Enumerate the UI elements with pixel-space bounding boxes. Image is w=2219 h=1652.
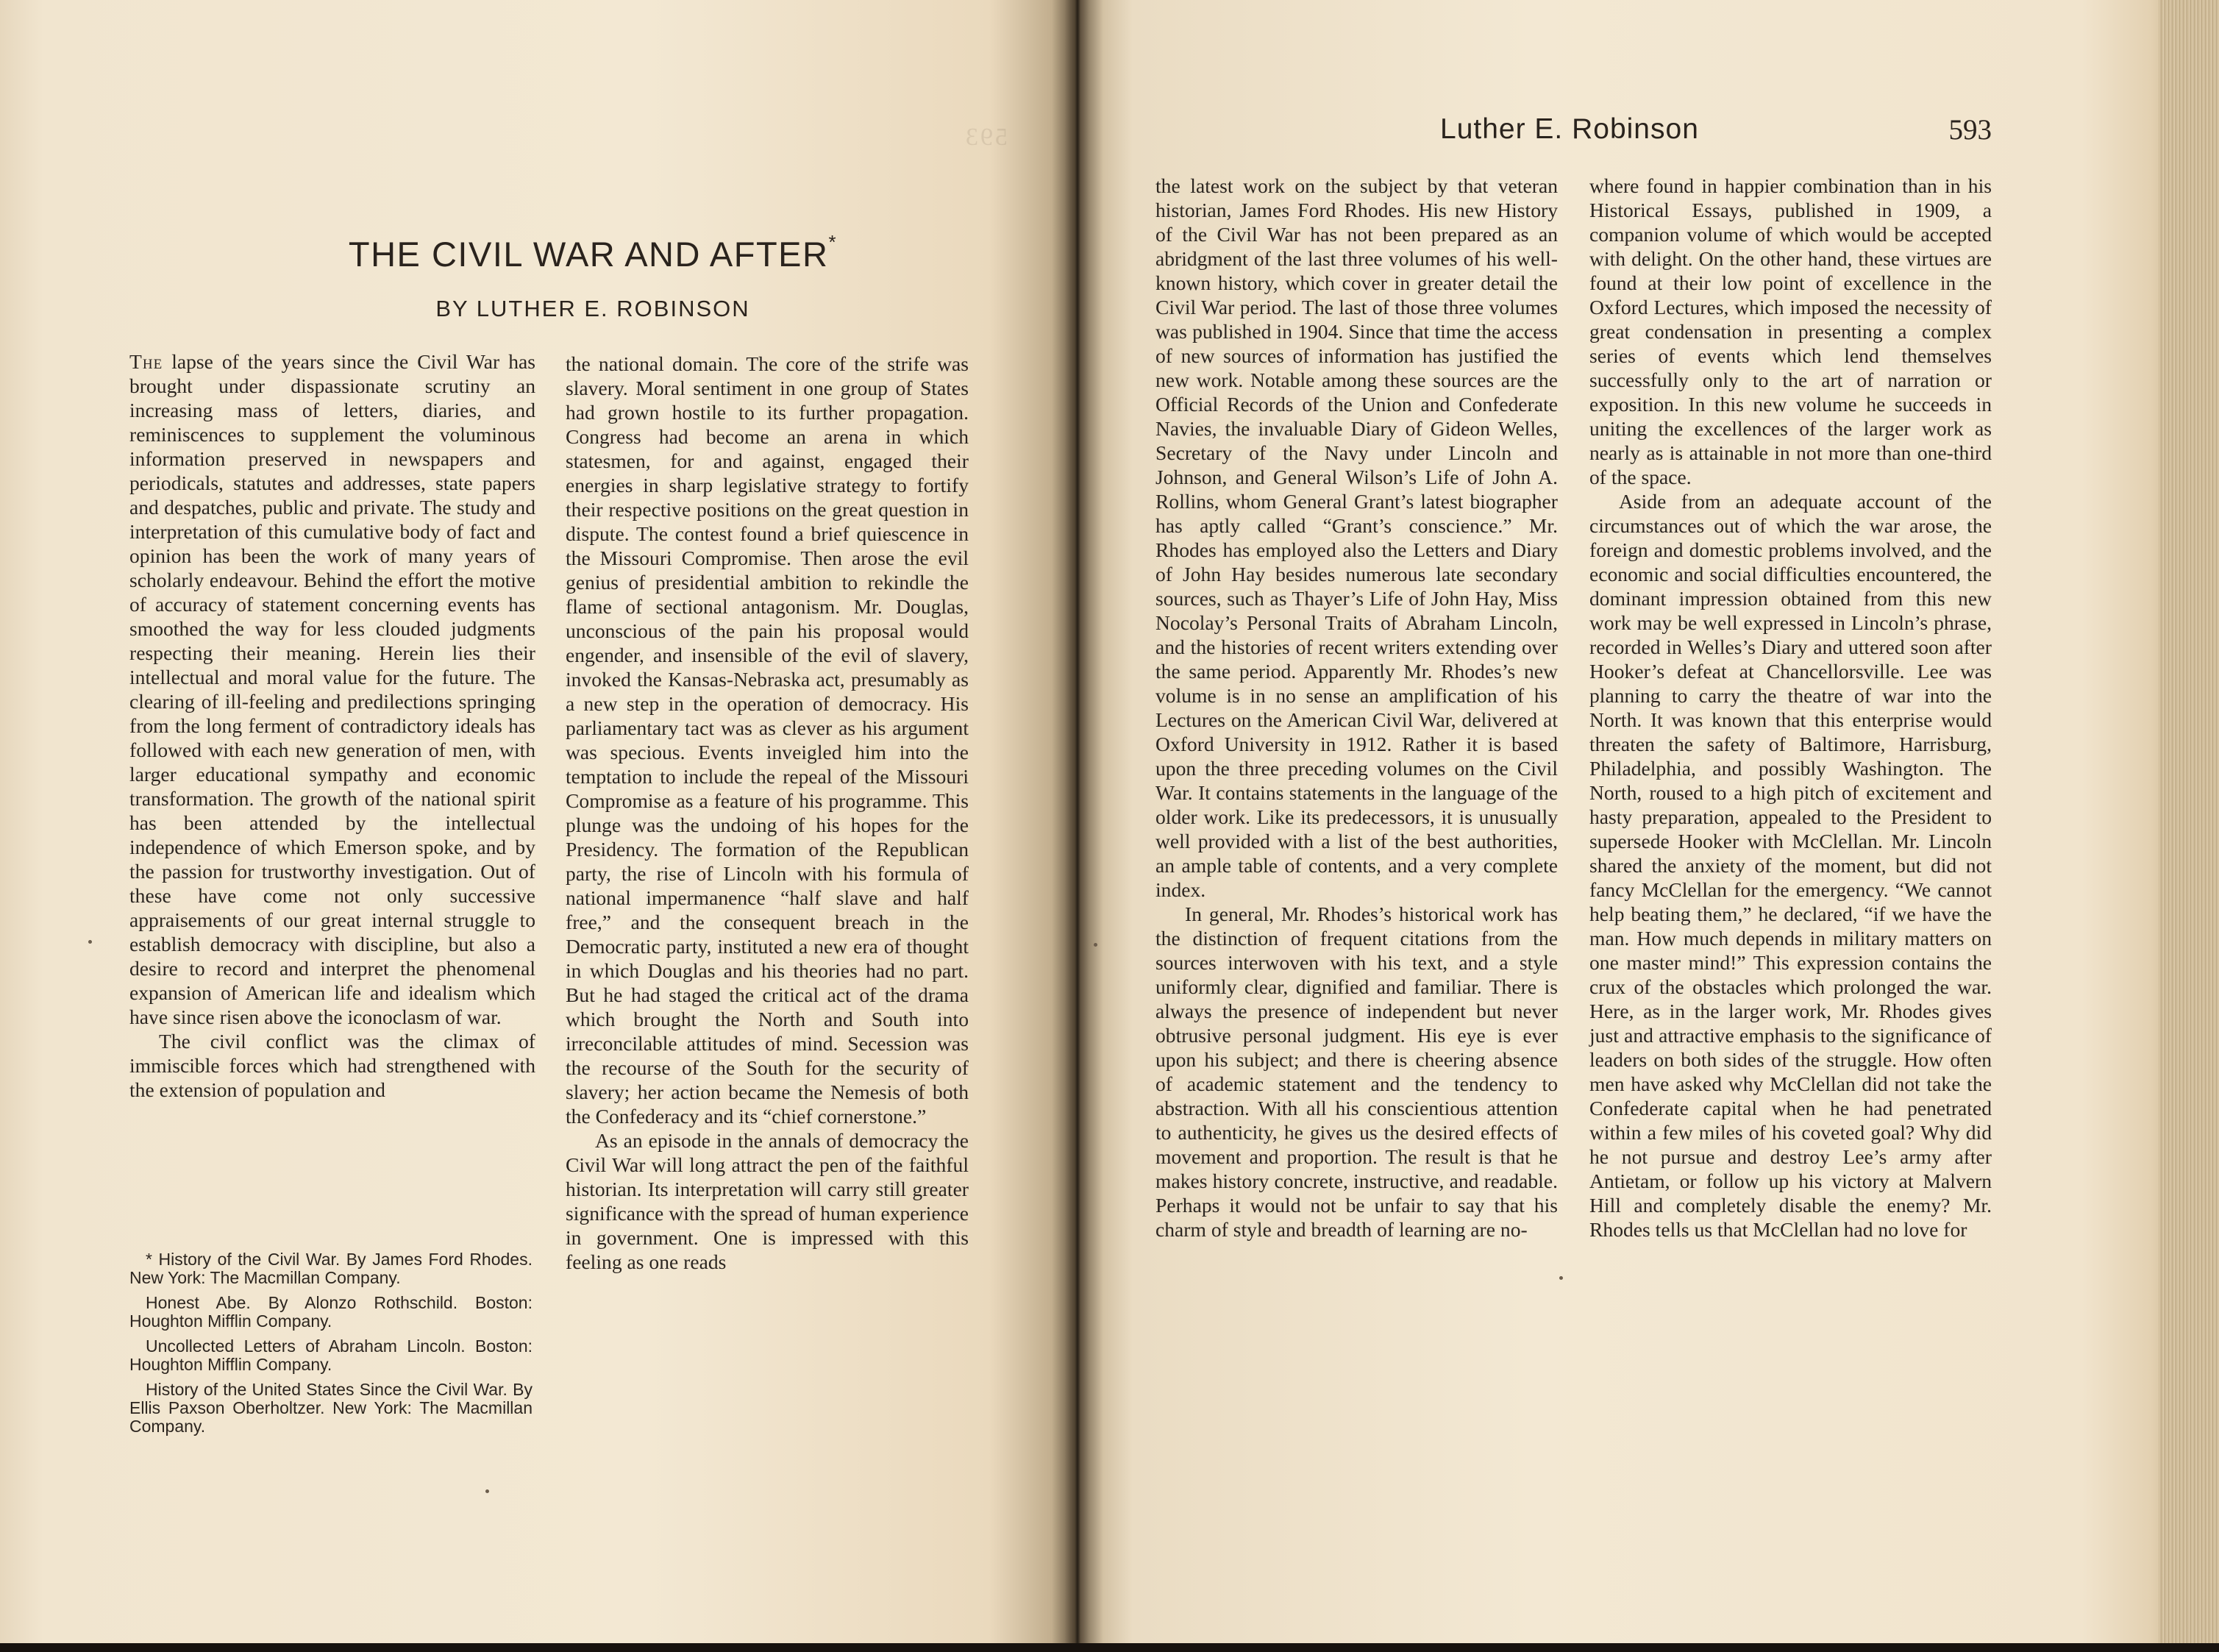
paragraph: the latest work on the subject by that veteran historian, James Ford Rhodes. His new History of the Civil War has not been prepared as an abridgment of the last three volumes of his well-known history, which cover in greater detail the Civil War period. The last of those three volumes was published in 1904. Since that time the access of new sources of information has justified the new work. Notable among these sources are the Official Records of the Union and Confederate Navies, the invaluable Diary of Gideon Welles, Secretary of the Navy under Lincoln and Johnson, and General Wilson’s Life of John A. Rollins, whom General Grant’s latest biographer has aptly called “Grant’s conscience.” Mr. Rhodes has employed also the Letters and Diary of John Hay besides numerous late secondary sources, such as Thayer’s Life of John Hay, Miss Nocolay’s Personal Traits of Abraham Lincoln, and the histories of recent writers extending over the same period. Apparently Mr. Rhodes’s new volume is in no sense an amplification of his Lectures on the American Civil War, delivered at Oxford University in 1912. Rather it is based upon the three preceding volumes on the Civil War. It contains statements in the language of the older work. Like its predecessors, it is unusually well provided with a list of the best authorities, an ample table of contents, and a very complete index. [1155, 174, 1558, 901]
paragraph: As an episode in the annals of democracy the Civil War will long attract the pen of the faithful historian. Its interpretation will carry still greater significance with the spread of human experience in government. One is impressed with this feeling as one reads [566, 1129, 969, 1273]
paper-speck [485, 1489, 489, 1493]
scan-border-bottom [0, 1643, 2219, 1652]
article-title: THE CIVIL WAR AND AFTER* [348, 231, 838, 274]
left-page [0, 0, 1075, 1652]
right-column-2 [1589, 174, 1992, 1242]
footnote: Uncollected Letters of Abraham Lincoln. Boston: Houghton Mifflin Company. [129, 1336, 533, 1374]
left-column-1 [129, 349, 535, 1102]
paper-speck [1559, 1276, 1563, 1280]
footnotes [129, 1250, 533, 1442]
article-byline: BY LUTHER E. ROBINSON [435, 296, 750, 321]
footnote: Honest Abe. By Alonzo Rothschild. Boston: Houghton Mifflin Company. [129, 1293, 533, 1331]
book-gutter [1052, 0, 1103, 1652]
right-column-1 [1155, 174, 1558, 1242]
paper-speck [88, 940, 92, 944]
show-through-text: 593 [363, 124, 1008, 151]
paper-speck [1094, 943, 1097, 947]
footnote: * History of the Civil War. By James Ford Rhodes. New York: The Macmillan Company. [129, 1250, 533, 1287]
left-column-2 [566, 352, 969, 1274]
paragraph: where found in happier combination than in his Historical Essays, published in 1909, a companion volume of which would be accepted with delight. On the other hand, these virtues are found at their low point of excellence in the Oxford Lectures, which imposed the necessity of great condensation in presenting a complex series of events which lend themselves successfully only to the art of narration or exposition. In this new volume he succeeds in uniting the excellences of the larger work as nearly as is attainable in not more than one-third of the space. [1589, 174, 1992, 488]
paragraph: Aside from an adequate account of the circumstances out of which the war arose, the foreign and domestic problems involved, and the economic and social difficulties encountered, the dominant impression obtained from this new work may be well expressed in Lincoln’s phrase, recorded in Welles’s Diary and uttered soon after Hooker’s defeat at Chancellorsville. Lee was planning to carry the theatre of war into the North. It was known that this enterprise would threaten the safety of Baltimore, Harrisburg, Philadelphia, and possibly Washington. The North, roused to a high pitch of excitement and hasty preparation, appealed to the President to supersede Hooker with McClellan. Mr. Lincoln shared the anxiety of the moment, but did not fancy McClellan for the emergency. “We cannot help beating them,” he declared, “if we have the man. How much depends in military matters on one master mind!” This expression contains the crux of the obstacles which prolonged the war. Here, as in the larger work, Mr. Rhodes gives just and attractive emphasis to the significance of leaders on both sides of the struggle. How often men have asked why McClellan did not take the Confederate capital when he had penetrated within a few miles of his coveted goal? Why did he not pursue and destroy Lee’s army after Antietam, or follow up his victory at Malvern Hill and completely disable the enemy? Mr. Rhodes tells us that McClellan had no love for [1589, 490, 1992, 1241]
paragraph: the national domain. The core of the strife was slavery. Moral sentiment in one group of States had grown hostile to its further propagation. Congress had become an arena in which statesmen, for and against, engaged their energies in sharp legislative strategy to fortify their respective positions on the great question in dispute. The contest found a brief quiescence in the Missouri Compromise. Then arose the evil genius of presidential ambition to rekindle the flame of sectional antagonism. Mr. Douglas, unconscious of the pain his proposal would engender, and insensible of the evil of slavery, invoked the Kansas-Nebraska act, presumably as a new step in the operation of democracy. His parliamentary tact was as clever as his argument was specious. Events inveigled him into the temptation to include the repeal of the Missouri Compromise as a feature of his programme. This plunge was the undoing of his hopes for the Presidency. The formation of the Republican party, the rise of Lincoln with his formula of national impermanence “half slave and half free,” and the consequent breach in the Democratic party, instituted a new era of thought in which Douglas and his theories had no part. But he had staged the critical act of the drama which brought the North and South into irreconcilable attitudes of mind. Secession was the recourse of the South for the security of slavery; her action became the Nemesis of both the Confederacy and its “chief cornerstone.” [566, 352, 969, 1128]
running-head: Luther E. Robinson [1440, 113, 1699, 145]
page-edges [2159, 0, 2219, 1652]
paragraph: In general, Mr. Rhodes’s historical work has the distinction of frequent citations from the sources interwoven with his text, and a style uniformly clear, dignified and familiar. There is always the presence of independent but never obtrusive personal judgment. His eye is ever upon his subject; and there is cheering absence of academic statement and the tendency to abstraction. With all his conscientious attention to authenticity, he gives us the desired effects of movement and proportion. The result is that he makes history concrete, instructive, and readable. Perhaps it would not be unfair to say that his charm of style and breadth of learning are no- [1155, 902, 1558, 1241]
footnote: History of the United States Since the Civil War. By Ellis Paxson Oberholtzer. New York: The Macmillan Company. [129, 1380, 533, 1436]
page-number: 593 [1948, 114, 1992, 146]
paragraph: The lapse of the years since the Civil War has brought under dispassionate scrutiny an increasing mass of letters, diaries, and reminiscences to supplement the voluminous information preserved in newspapers and periodicals, statutes and addresses, state papers and despatches, public and private. The study and interpretation of this cumulative body of fact and opinion has been the work of many years of scholarly endeavour. Behind the effort the motive of accuracy of statement concerning events has smoothed the way for less clouded judgments respecting their meaning. Herein lies their intellectual and moral value for the future. The clearing of ill-feeling and predilections springing from the long ferment of contradictory ideals has followed with each new generation of men, with larger educational sympathy and economic transformation. The growth of the national spirit has been attended by the intellectual independence of which Emerson spoke, and by the passion for trustworthy investigation. Out of these have come not only successive appraisements of our great internal struggle to establish democracy with discipline, but also a desire to record and interpret the phenomenal expansion of American life and idealism which have since risen above the iconoclasm of war. [129, 350, 535, 1028]
paragraph: The civil conflict was the climax of immiscible forces which had strengthened with the extension of population and [129, 1030, 535, 1101]
